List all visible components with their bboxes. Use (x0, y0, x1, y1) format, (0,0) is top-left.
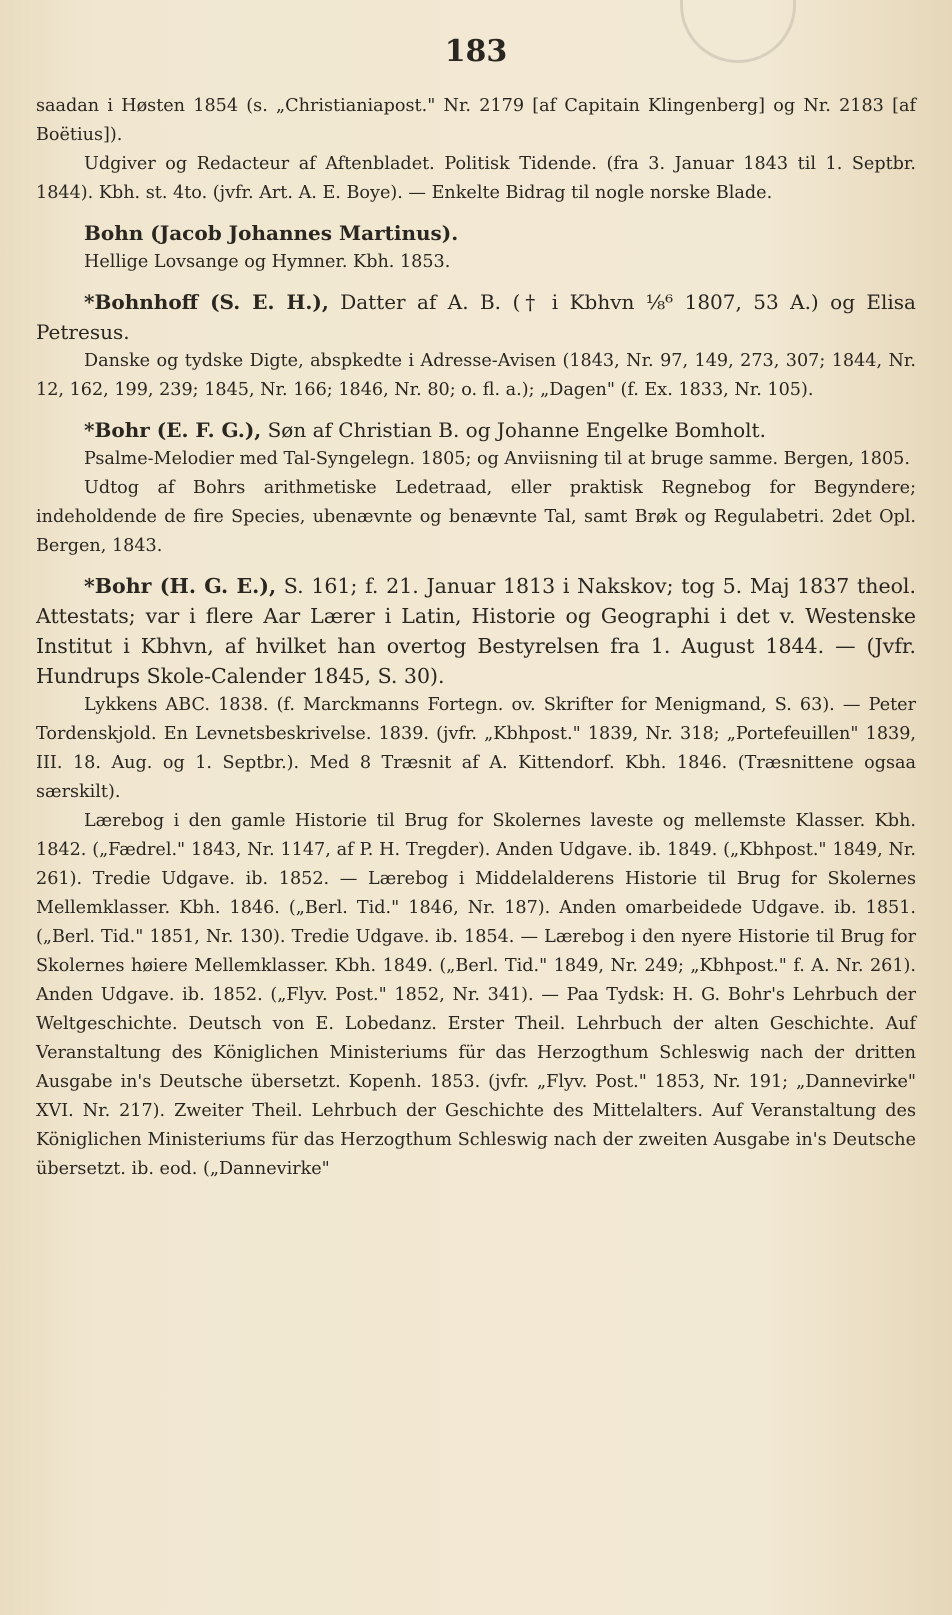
entry-heading-rest: Søn af Christian B. og Johanne Engelke Bomholt. (261, 418, 766, 442)
page-body (36, 92, 916, 1184)
continuation-text: saadan i Høsten 1854 (s. „Christianiapost." Nr. 2179 [af Capitain Klingenberg] og Nr. 2183 [af Boëtius]). (36, 96, 916, 145)
entry-bohr-efg-udtog: Udtog af Bohrs arithmetiske Ledetraad, eller praktisk Regnebog for Begyndere; indeholdende de fire Species, ubenævnte og benævnte Tal, samt Brøk og Regulabetri. 2det Opl. Bergen, 1843. (36, 478, 916, 556)
entry-heading-name: *Bohr (H. G. E.), (84, 574, 277, 598)
entry-bohr-hge-lykkens: Lykkens ABC. 1838. (f. Marckmanns Fortegn. ov. Skrifter for Menigmand, S. 63). — Peter Tordenskjold. En Levnetsbeskrivelse. 1839. (jvfr. „Kbhpost." 1839, Nr. 318; „Portefeuillen" 1839, III. 18. Aug. og 1. Septbr.). Med 8 Træsnit af A. Kittendorf. Kbh. 1846. (Træsnittene ogsaa særskilt). (36, 695, 916, 802)
entry-heading-name: *Bohr (E. F. G.), (84, 418, 262, 442)
heading-bohn (36, 218, 916, 248)
heading-bohr-hge (36, 571, 916, 691)
page-number: 183 (444, 34, 508, 69)
heading-bohnhoff (36, 287, 916, 347)
entry-heading-name: *Bohnhoff (S. E. H.), (84, 290, 329, 314)
entry-heading-name: Bohn (Jacob Johannes Martinus). (84, 221, 459, 245)
entry-bohnhoff-works: Danske og tydske Digte, abspkedte i Adresse-Avisen (1843, Nr. 97, 149, 273, 307; 1844, Nr. 12, 162, 199, 239; 1845, Nr. 166; 1846, Nr. 80; o. fl. a.); „Dagen" (f. Ex. 1833, Nr. 105). (36, 351, 916, 400)
entry-bohn-works: Hellige Lovsange og Hymner. Kbh. 1853. (84, 252, 451, 272)
entry-bohr-hge-laerebog: Lærebog i den gamle Historie til Brug for Skolernes laveste og mellemste Klasser. Kbh. 1842. („Fædrel." 1843, Nr. 1147, af P. H. Tregder). Anden Udgave. ib. 1849. („Kbhpost." 1849, Nr. 261). Tredie Udgave. ib. 1852. — Lærebog i Middelalderens Historie til Brug for Skolernes Mellemklasser. Kbh. 1846. („Berl. Tid." 1846, Nr. 187). Anden omarbeidede Udgave. ib. 1851. („Berl. Tid." 1851, Nr. 130). Tredie Udgave. ib. 1854. — Lærebog i den nyere Historie til Brug for Skolernes høiere Mellemklasser. Kbh. 1849. („Berl. Tid." 1849, Nr. 249; „Kbhpost." f. A. Nr. 261). Anden Udgave. ib. 1852. („Flyv. Post." 1852, Nr. 341). — Paa Tydsk: H. G. Bohr's Lehrbuch der Weltgeschichte. Deutsch von E. Lobedanz. Erster Theil. Lehrbuch der alten Geschichte. Auf Veranstaltung des Königlichen Ministeriums für das Herzogthum Schleswig nach der dritten Ausgabe in's Deutsche übersetzt. Kopenh. 1853. (jvfr. „Flyv. Post." 1853, Nr. 191; „Dannevirke" XVI. Nr. 217). Zweiter Theil. Lehrbuch der Geschichte des Mittelalters. Auf Veranstaltung des Königlichen Ministeriums für das Herzogthum Schleswig nach der zweiten Ausgabe in's Deutsche übersetzt. ib. eod. („Dannevirke" (36, 811, 916, 1179)
entry-heading-rest: Datter af A. B. († i Kbhvn ⅛⁶ 1807, 53 A.) og Elisa Petresus. (36, 290, 916, 344)
heading-bohr-efg (36, 415, 916, 445)
entry-heading-rest: S. 161; f. 21. Januar 1813 i Nakskov; tog 5. Maj 1837 theol. Attestats; var i flere Aar Lærer i Latin, Historie og Geographi i det v. Westenske Institut i Kbhvn, af hvilket han overtog Bestyrelsen fra 1. August 1844. — (Jvfr. Hundrups Skole-Calender 1845, S. 30). (36, 574, 916, 688)
entry-bohr-efg-psalme: Psalme-Melodier med Tal-Syngelegn. 1805; og Anviisning til at bruge samme. Bergen, 1805. (84, 449, 910, 469)
publication-aftenbladet: Udgiver og Redacteur af Aftenbladet. Politisk Tidende. (fra 3. Januar 1843 til 1. Septbr. 1844). Kbh. st. 4to. (jvfr. Art. A. E. Boye). — Enkelte Bidrag til nogle norske Blade. (36, 154, 916, 203)
